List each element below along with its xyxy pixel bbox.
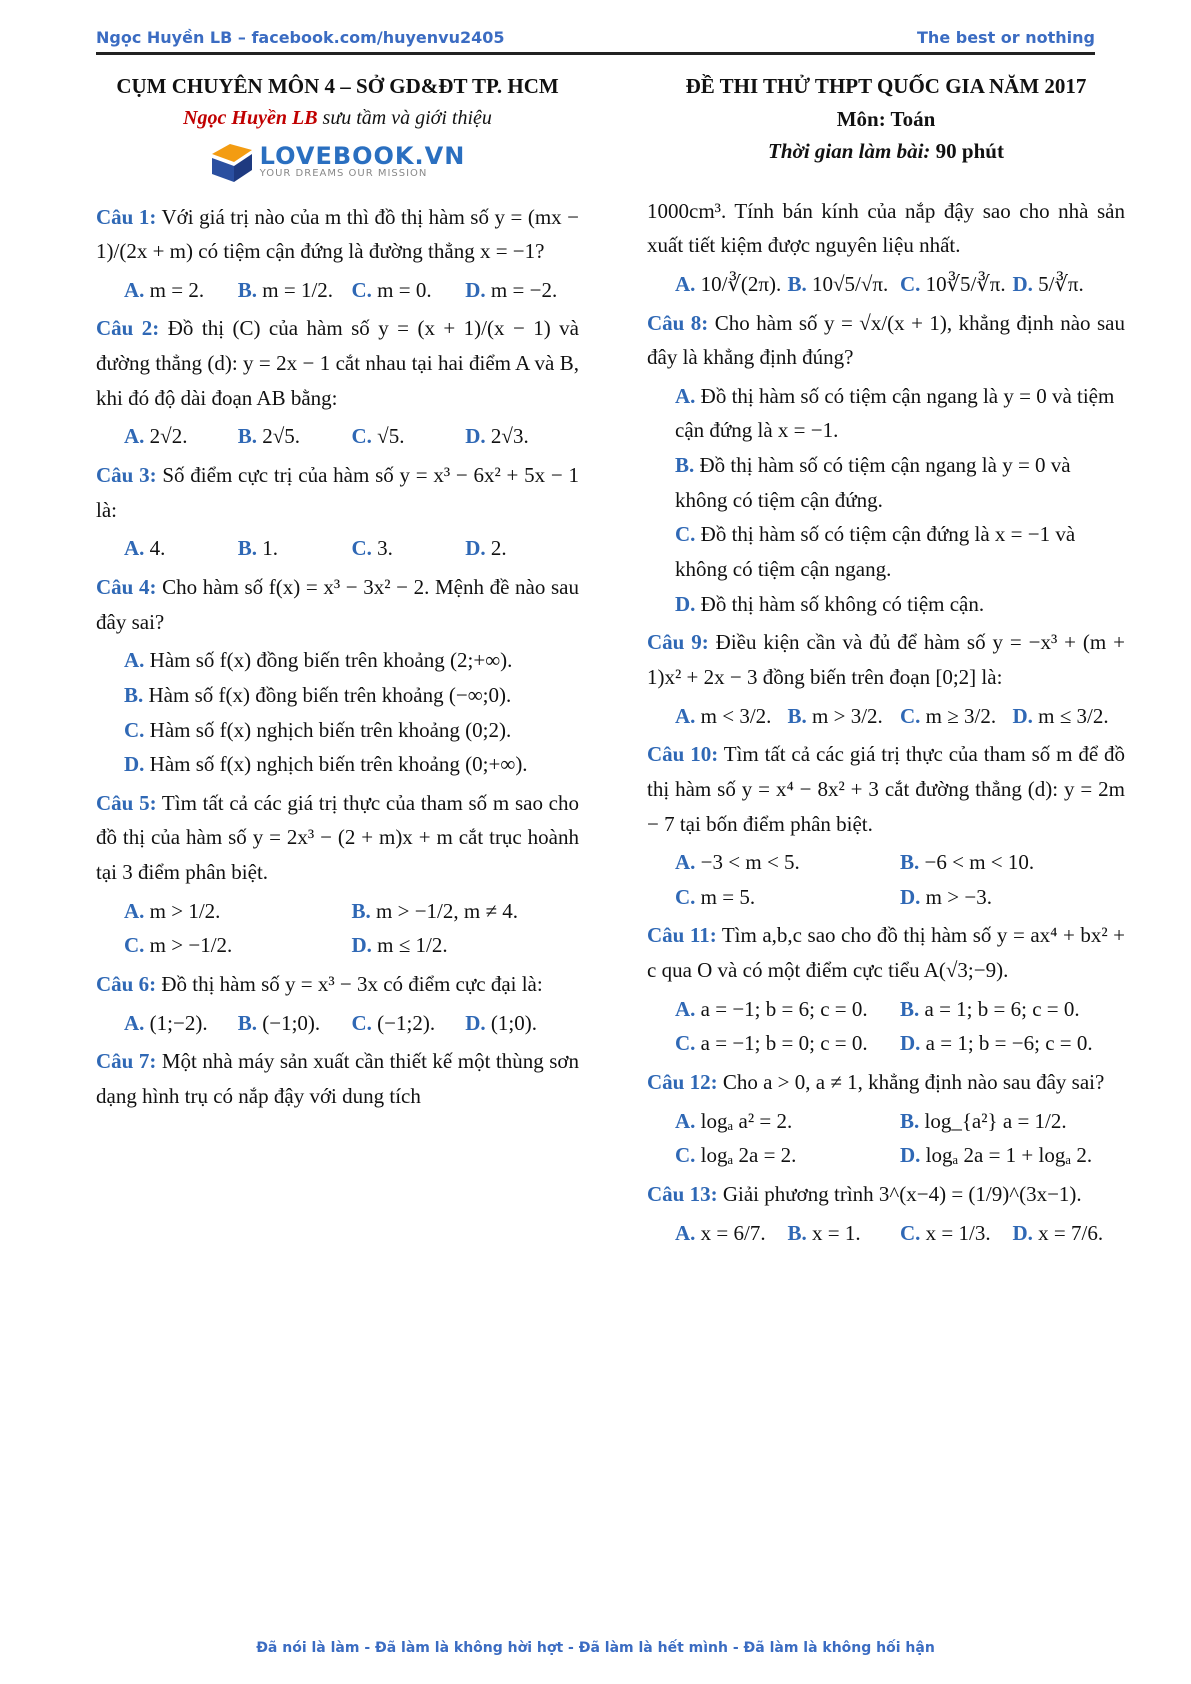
option-letter: B. <box>900 850 920 875</box>
option-c <box>352 531 466 566</box>
option-text: 5/∛π. <box>1038 271 1084 296</box>
option-text: (−1;2). <box>377 1010 436 1035</box>
option-c <box>124 928 352 963</box>
option-text: (−1;0). <box>262 1010 321 1035</box>
option-letter: B. <box>237 1010 258 1035</box>
option-d <box>124 747 579 782</box>
option-letter: D. <box>465 424 486 449</box>
option-a <box>124 1006 238 1041</box>
option-letter: C. <box>900 703 921 728</box>
option-b <box>238 1006 352 1041</box>
q7-continuation: 1000cm³. Tính bán kính của nắp đậy sao cho nhà sản xuất tiết kiệm được nguyên liệu nhất. <box>647 198 1125 258</box>
option-b <box>675 448 1125 517</box>
option-letter: D. <box>351 933 372 958</box>
option-c <box>675 517 1125 586</box>
option-text: Đồ thị hàm số có tiệm cận ngang là y = 0 và tiệm cận đứng là x = −1. <box>675 383 1115 443</box>
option-text: m = 1/2. <box>262 277 334 302</box>
option-b <box>900 1104 1125 1139</box>
option-letter: B. <box>900 1108 920 1133</box>
option-letter: A. <box>675 850 696 875</box>
option-b <box>788 267 901 302</box>
question-text: Với giá trị nào của m thì đồ thị hàm số y = (mx − 1)/(2x + m) có tiệm cận đứng là đường thẳng x = −1? <box>96 204 580 264</box>
option-b <box>238 273 352 308</box>
option-text: m ≤ 3/2. <box>1038 703 1109 728</box>
time-value: 90 phút <box>930 139 1004 164</box>
option-d <box>1013 267 1126 302</box>
option-text: m > −3. <box>925 884 992 909</box>
option-a <box>675 379 1125 448</box>
question-options <box>647 845 1125 914</box>
question-label: Câu 3: <box>96 463 157 488</box>
option-d <box>465 531 579 566</box>
right-title: ĐỀ THI THỬ THPT QUỐC GIA NĂM 2017 <box>685 74 1087 98</box>
option-text: m = 5. <box>700 884 756 909</box>
left-column <box>96 70 579 1116</box>
option-letter: A. <box>124 1010 145 1035</box>
question-label: Câu 10: <box>647 742 719 767</box>
option-d <box>900 1026 1125 1061</box>
option-text: m < 3/2. <box>700 703 772 728</box>
option-text: logₐ 2a = 2. <box>700 1143 797 1168</box>
option-b <box>238 419 352 454</box>
question-options <box>96 1006 579 1041</box>
question-text: Một nhà máy sản xuất cần thiết kế một thùng sơn dạng hình trụ có nắp đậy với dung tích <box>96 1049 580 1108</box>
option-text: x = 6/7. <box>700 1220 766 1245</box>
option-c <box>675 880 900 915</box>
option-d <box>465 273 579 308</box>
option-text: m = 2. <box>149 277 205 302</box>
option-text: √5. <box>377 424 405 449</box>
author-name: Ngọc Huyền LB <box>183 106 318 129</box>
question-text: Cho hàm số f(x) = x³ − 3x² − 2. Mệnh đề nào sau đây sai? <box>96 574 579 634</box>
option-text: Đồ thị hàm số không có tiệm cận. <box>700 591 985 616</box>
option-text: m > 3/2. <box>812 703 883 728</box>
option-text: (1;0). <box>490 1010 537 1035</box>
option-letter: B. <box>237 424 258 449</box>
option-text: m ≤ 1/2. <box>377 933 448 958</box>
question-options <box>647 1104 1125 1173</box>
question-text: Tìm a,b,c sao cho đồ thị hàm số y = ax⁴ + bx² + c qua O và có một điểm cực tiểu A(√3;−9). <box>647 923 1125 983</box>
option-b <box>900 845 1125 880</box>
option-text: a = 1; b = −6; c = 0. <box>925 1031 1093 1056</box>
left-title: CỤM CHUYÊN MÔN 4 – SỞ GD&ĐT TP. HCM <box>116 74 559 98</box>
question <box>96 570 579 639</box>
option-letter: C. <box>351 277 372 302</box>
option-c <box>124 713 579 748</box>
question-text: Đồ thị hàm số y = x³ − 3x có điểm cực đại là: <box>161 972 543 996</box>
option-c <box>900 267 1013 302</box>
subject: Môn: Toán <box>836 106 936 131</box>
option-c <box>352 273 466 308</box>
option-text: 3. <box>377 536 393 561</box>
option-b <box>238 531 352 566</box>
option-letter: C. <box>675 1031 696 1056</box>
logo-wordmark: LOVEBOOK.VN <box>259 141 466 170</box>
option-letter: D. <box>900 1031 921 1056</box>
option-letter: B. <box>787 703 807 728</box>
question <box>96 311 579 415</box>
book-icon <box>210 140 254 184</box>
option-letter: C. <box>124 717 145 742</box>
option-letter: C. <box>351 424 372 449</box>
option-letter: A. <box>124 536 145 561</box>
question-options <box>647 1216 1125 1251</box>
option-text: 1. <box>262 536 279 561</box>
option-letter: D. <box>465 1010 486 1035</box>
option-letter: B. <box>351 898 371 923</box>
option-text: x = 1. <box>812 1220 861 1245</box>
q7-options <box>647 267 1125 302</box>
question-label: Câu 4: <box>96 574 157 599</box>
option-b <box>124 678 579 713</box>
right-column <box>647 70 1125 1254</box>
option-b <box>352 894 580 929</box>
option-b <box>788 699 901 734</box>
lovebook-logo <box>96 140 579 184</box>
header-divider <box>96 52 1095 55</box>
option-letter: B. <box>675 453 695 478</box>
option-text: (1;−2). <box>149 1010 208 1035</box>
question-options <box>96 643 579 782</box>
page-header <box>96 26 1095 52</box>
time-label: Thời gian làm bài: <box>768 139 931 164</box>
option-letter: C. <box>900 271 921 296</box>
question-label: Câu 1: <box>96 204 157 229</box>
option-letter: C. <box>900 1220 921 1245</box>
question-text: Giải phương trình 3^(x−4) = (1/9)^(3x−1). <box>722 1181 1082 1206</box>
option-letter: D. <box>900 1143 921 1168</box>
option-text: 4. <box>149 536 166 561</box>
option-text: 2√5. <box>262 424 301 449</box>
question-label: Câu 12: <box>647 1070 718 1095</box>
question <box>647 918 1125 987</box>
option-b <box>900 992 1125 1027</box>
question-label: Câu 11: <box>647 923 717 948</box>
question-text: Cho hàm số y = √x/(x + 1), khẳng định nào sau đây là khẳng định đúng? <box>647 310 1125 370</box>
option-letter: D. <box>465 277 486 302</box>
question-label: Câu 8: <box>647 310 709 335</box>
option-letter: C. <box>124 933 145 958</box>
question <box>96 200 579 269</box>
option-letter: A. <box>124 648 145 673</box>
question-text: Số điểm cực trị của hàm số y = x³ − 6x² + 5x − 1 là: <box>96 463 580 522</box>
option-d <box>900 1138 1125 1173</box>
option-text: m ≥ 3/2. <box>925 703 997 728</box>
option-letter: D. <box>900 884 921 909</box>
question-text: Tìm tất cả các giá trị thực của tham số m để đồ thị hàm số y = x⁴ − 8x² + 3 cắt đường thẳng (d): y = 2m − 7 tại bốn điểm phân biệt. <box>647 742 1126 836</box>
question-label: Câu 9: <box>647 630 709 655</box>
option-text: Hàm số f(x) nghịch biến trên khoảng (0;2). <box>149 717 512 742</box>
option-c <box>900 1216 1013 1251</box>
option-letter: D. <box>465 536 486 561</box>
option-text: a = 1; b = 6; c = 0. <box>924 996 1080 1021</box>
option-text: Đồ thị hàm số có tiệm cận đứng là x = −1 và không có tiệm cận ngang. <box>675 522 1076 582</box>
option-letter: B. <box>237 536 258 561</box>
question <box>96 1044 579 1113</box>
option-a <box>675 1216 788 1251</box>
option-letter: A. <box>124 424 145 449</box>
option-text: 2√3. <box>490 424 529 449</box>
option-b <box>788 1216 901 1251</box>
option-letter: B. <box>124 682 144 707</box>
question-options <box>647 379 1125 621</box>
question-label: Câu 13: <box>647 1181 718 1206</box>
left-subtitle <box>96 103 579 134</box>
option-text: logₐ 2a = 1 + logₐ 2. <box>925 1143 1093 1168</box>
question-options <box>96 273 579 308</box>
option-a <box>124 419 238 454</box>
question <box>647 625 1125 694</box>
option-letter: C. <box>675 884 696 909</box>
option-a <box>675 699 788 734</box>
option-a <box>124 643 579 678</box>
option-text: −6 < m < 10. <box>924 850 1035 875</box>
question-options <box>647 992 1125 1061</box>
option-letter: B. <box>787 271 807 296</box>
author-note: sưu tầm và giới thiệu <box>317 106 492 129</box>
question <box>96 458 579 527</box>
question-options <box>96 419 579 454</box>
option-letter: A. <box>675 383 696 408</box>
option-letter: A. <box>675 996 696 1021</box>
time-line <box>647 135 1125 168</box>
option-letter: B. <box>787 1220 807 1245</box>
option-text: 2. <box>490 536 507 561</box>
option-text: a = −1; b = 6; c = 0. <box>700 996 868 1021</box>
option-letter: A. <box>675 1220 696 1245</box>
option-text: 10/∛(2π). <box>700 271 782 296</box>
option-text: Đồ thị hàm số có tiệm cận ngang là y = 0 và không có tiệm cận đứng. <box>675 453 1071 512</box>
logo-tagline: YOUR DREAMS OUR MISSION <box>259 167 428 179</box>
option-text: Hàm số f(x) đồng biến trên khoảng (2;+∞). <box>149 648 513 673</box>
question <box>96 967 579 1002</box>
option-text: a = −1; b = 0; c = 0. <box>700 1031 868 1056</box>
option-a <box>675 845 900 880</box>
page-footer: Đã nói là làm - Đã làm là không hời hợt - Đã làm là hết mình - Đã làm là không hối hận <box>256 1640 935 1656</box>
option-letter: C. <box>675 522 696 547</box>
question-text: Điều kiện cần và đủ để hàm số y = −x³ + (m + 1)x² + 2x − 3 đồng biến trên đoạn [0;2] là: <box>647 630 1125 689</box>
option-a <box>675 267 788 302</box>
question-options <box>96 531 579 566</box>
option-text: x = 7/6. <box>1038 1220 1104 1245</box>
question-text: Tìm tất cả các giá trị thực của tham số m sao cho đồ thị của hàm số y = 2x³ − (2 + m)x + m cắt trục hoành tại 3 điểm phân biệt. <box>96 790 579 885</box>
question-text: Đồ thị (C) của hàm số y = (x + 1)/(x − 1) và đường thẳng (d): y = 2x − 1 cắt nhau tại hai điểm A và B, khi đó độ dài đoạn AB bằng: <box>96 316 580 410</box>
option-d <box>352 928 580 963</box>
option-letter: C. <box>675 1143 696 1168</box>
option-text: 10∛5/∛π. <box>925 271 1006 296</box>
question-label: Câu 6: <box>96 972 157 996</box>
header-left: Ngọc Huyền LB – facebook.com/huyenvu2405 <box>96 28 505 47</box>
option-letter: B. <box>900 996 920 1021</box>
option-c <box>900 699 1013 734</box>
option-text: Hàm số f(x) đồng biến trên khoảng (−∞;0). <box>148 682 512 707</box>
option-text: 10√5/√π. <box>812 271 889 296</box>
option-d <box>1013 1216 1126 1251</box>
option-text: Hàm số f(x) nghịch biến trên khoảng (0;+∞). <box>149 752 528 777</box>
option-text: m > 1/2. <box>149 898 221 923</box>
question <box>647 1177 1125 1212</box>
question-options <box>647 699 1125 734</box>
option-a <box>124 894 352 929</box>
option-text: −3 < m < 5. <box>700 850 800 875</box>
option-text: m = 0. <box>377 277 432 302</box>
option-text: x = 1/3. <box>925 1220 991 1245</box>
option-text: m > −1/2. <box>149 933 233 958</box>
question <box>96 786 579 890</box>
option-text: m > −1/2, m ≠ 4. <box>376 898 518 923</box>
option-letter: D. <box>1012 703 1033 728</box>
option-text: logₐ a² = 2. <box>700 1108 793 1133</box>
option-letter: C. <box>351 1010 372 1035</box>
option-letter: D. <box>675 591 696 616</box>
option-text: m = −2. <box>490 277 558 302</box>
option-letter: D. <box>124 752 145 777</box>
option-letter: A. <box>124 277 145 302</box>
question-label: Câu 2: <box>96 316 160 341</box>
question <box>647 1065 1125 1100</box>
option-text: log_{a²} a = 1/2. <box>924 1108 1067 1133</box>
option-letter: A. <box>675 271 696 296</box>
header-right: The best or nothing <box>917 28 1095 47</box>
option-letter: A. <box>124 898 145 923</box>
option-letter: C. <box>351 536 372 561</box>
option-a <box>675 992 900 1027</box>
option-c <box>352 419 466 454</box>
question <box>647 737 1125 841</box>
option-letter: D. <box>1012 1220 1033 1245</box>
option-letter: B. <box>237 277 258 302</box>
question <box>647 306 1125 375</box>
question-options <box>96 894 579 963</box>
question-label: Câu 7: <box>96 1049 157 1074</box>
option-d <box>1013 699 1126 734</box>
option-letter: A. <box>675 1108 696 1133</box>
option-d <box>465 1006 579 1041</box>
question-label: Câu 5: <box>96 790 157 815</box>
option-d <box>465 419 579 454</box>
option-c <box>352 1006 466 1041</box>
option-c <box>675 1026 900 1061</box>
option-d <box>675 587 1125 622</box>
right-questions <box>647 306 1125 1251</box>
option-d <box>900 880 1125 915</box>
question-text: Cho a > 0, a ≠ 1, khẳng định nào sau đây sai? <box>722 1070 1105 1095</box>
option-a <box>124 273 238 308</box>
option-a <box>675 1104 900 1139</box>
option-a <box>124 531 238 566</box>
left-questions <box>96 200 579 1114</box>
option-text: 2√2. <box>149 424 188 449</box>
option-c <box>675 1138 900 1173</box>
option-letter: D. <box>1012 271 1033 296</box>
option-letter: A. <box>675 703 696 728</box>
